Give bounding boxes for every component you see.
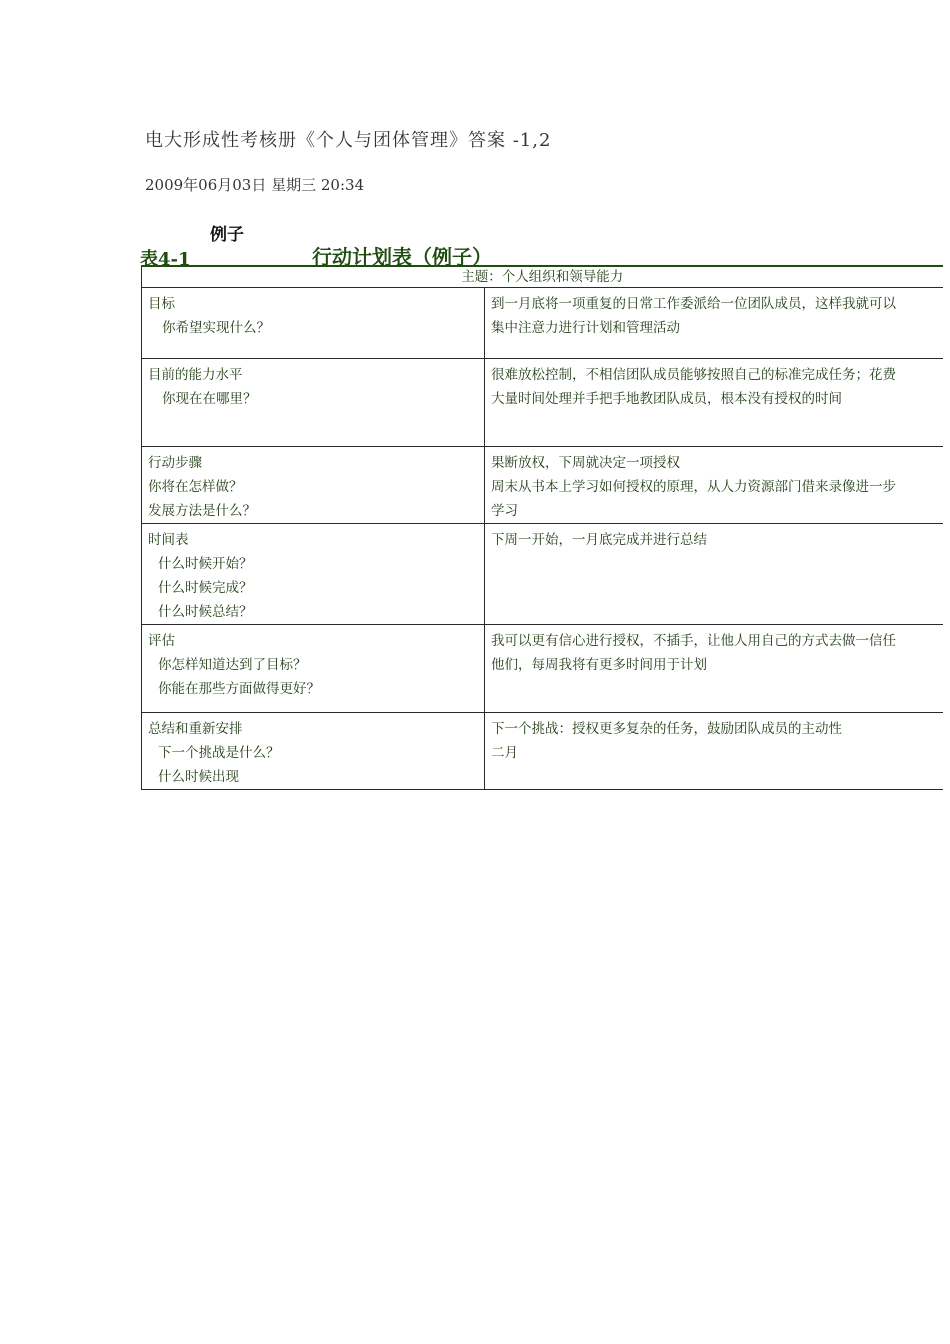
row-prompt: 下一个挑战是什么？ <box>158 745 280 761</box>
row-prompt: 你将在怎样做？ <box>148 479 243 495</box>
row-answer-line: 二月 <box>491 745 518 761</box>
row-heading: 目标 <box>148 296 175 312</box>
row-answer-line: 我可以更有信心进行授权，不插手，让他人用自己的方式去做一信任 <box>491 633 896 649</box>
table-row <box>142 359 943 447</box>
row-answer-line: 果断放权，下周就决定一项授权 <box>491 455 680 471</box>
table-row <box>142 713 943 790</box>
document-title: 电大形成性考核册《个人与团体管理》答案 -1,2 <box>145 130 552 151</box>
row-answer-cell <box>485 447 943 524</box>
row-answer-cell <box>485 524 943 625</box>
row-prompt: 什么时候开始？ <box>158 556 253 572</box>
table-row <box>142 625 943 713</box>
row-prompt: 发展方法是什么？ <box>148 503 256 519</box>
row-answer-line: 到一月底将一项重复的日常工作委派给一位团队成员，这样我就可以 <box>491 296 896 312</box>
row-answer-line: 下周一开始，一月底完成并进行总结 <box>491 532 707 548</box>
row-prompt: 什么时候总结？ <box>158 604 253 620</box>
row-answer-line: 很难放松控制，不相信团队成员能够按照自己的标准完成任务；花费 <box>491 367 896 383</box>
row-heading-cell <box>142 625 485 713</box>
row-prompt: 你希望实现什么？ <box>162 320 270 336</box>
row-answer-line: 周末从书本上学习如何授权的原理，从人力资源部门借来录像进一步 <box>491 479 896 495</box>
theme-cell: 主题：个人组织和领导能力 <box>142 266 943 288</box>
row-heading: 行动步骤 <box>148 455 202 471</box>
row-heading-cell <box>142 713 485 790</box>
row-answer-cell <box>485 288 943 359</box>
row-heading: 总结和重新安排 <box>148 721 243 737</box>
row-answer-line: 大量时间处理并手把手地教团队成员，根本没有授权的时间 <box>491 391 842 407</box>
row-heading: 时间表 <box>148 532 189 548</box>
row-prompt: 你能在那些方面做得更好？ <box>158 681 320 697</box>
table-row <box>142 288 943 359</box>
row-heading: 目前的能力水平 <box>148 367 243 383</box>
row-answer-line: 学习 <box>491 503 518 519</box>
row-prompt: 你怎样知道达到了目标？ <box>158 657 307 673</box>
row-answer-line: 集中注意力进行计划和管理活动 <box>491 320 680 336</box>
row-answer-line: 下一个挑战：授权更多复杂的任务，鼓励团队成员的主动性 <box>491 721 842 737</box>
document-datetime: 2009年06月03日 星期三 20:34 <box>145 176 365 194</box>
row-heading-cell <box>142 288 485 359</box>
table-row <box>142 524 943 625</box>
table-row <box>142 447 943 524</box>
row-prompt: 你现在在哪里？ <box>162 391 257 407</box>
row-answer-cell <box>485 359 943 447</box>
row-heading-cell <box>142 359 485 447</box>
theme-row <box>142 266 943 288</box>
row-prompt: 什么时候完成？ <box>158 580 253 596</box>
example-label: 例子 <box>210 225 244 245</box>
row-answer-cell <box>485 625 943 713</box>
row-answer-line: 他们，每周我将有更多时间用于计划 <box>491 657 707 673</box>
row-heading: 评估 <box>148 633 175 649</box>
table-title: 行动计划表（例子） <box>312 245 492 269</box>
row-prompt: 什么时候出现 <box>158 769 239 785</box>
row-heading-cell <box>142 447 485 524</box>
action-plan-table <box>141 265 943 790</box>
table-number: 表4-1 <box>140 249 191 270</box>
row-heading-cell <box>142 524 485 625</box>
row-answer-cell <box>485 713 943 790</box>
